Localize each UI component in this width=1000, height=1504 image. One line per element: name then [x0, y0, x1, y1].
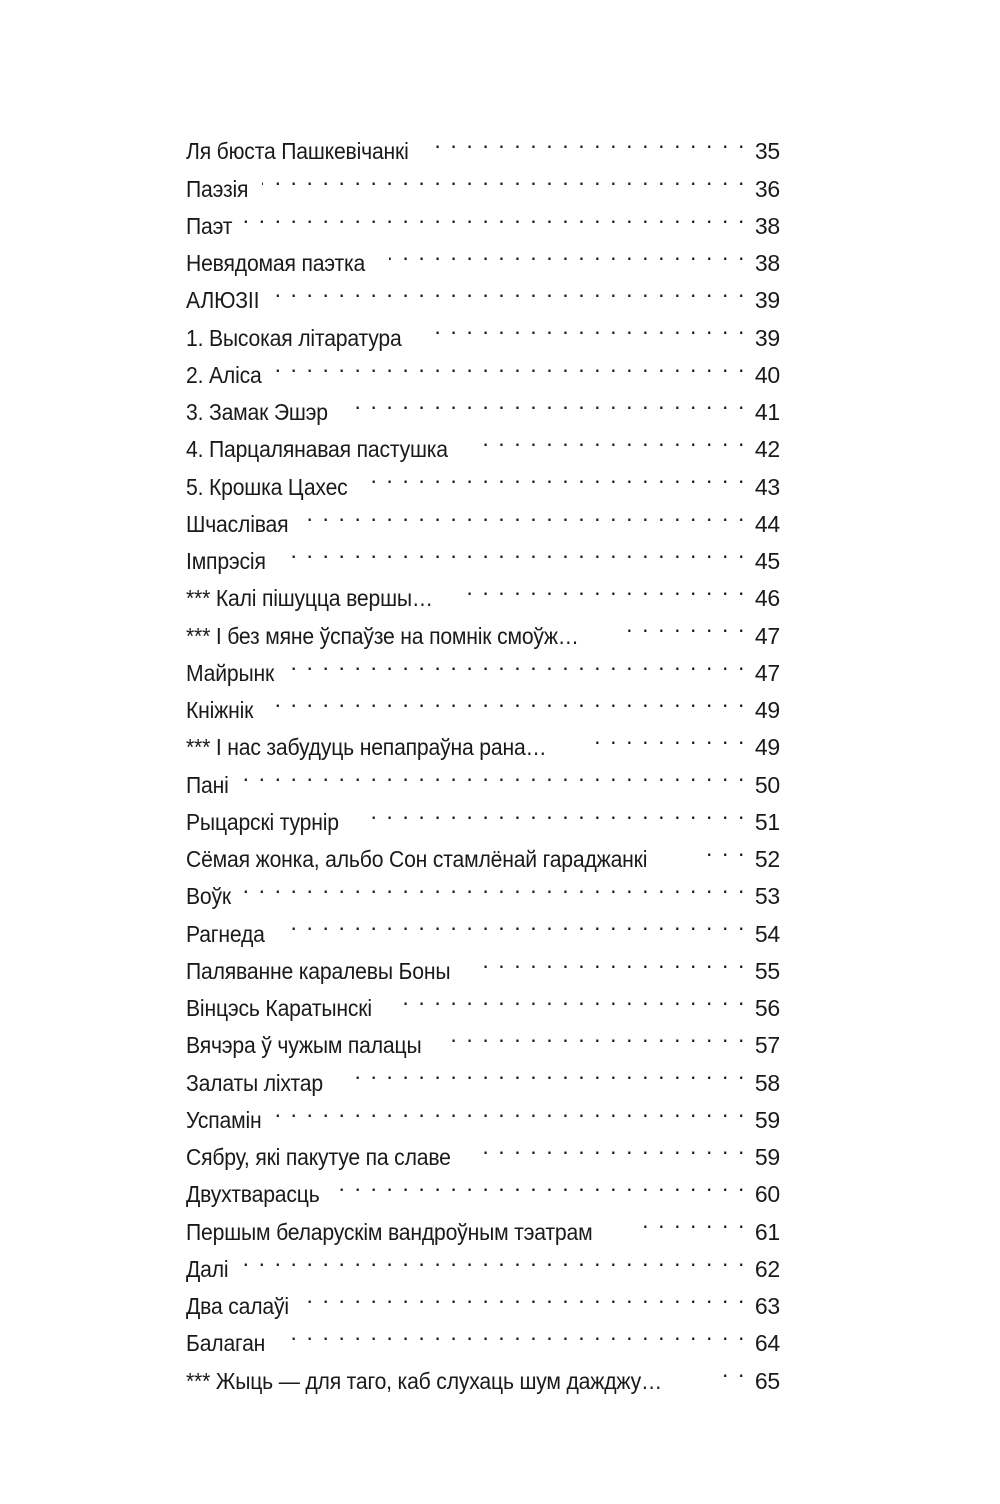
toc-entry — [186, 1128, 780, 1170]
dot-leader — [274, 271, 746, 308]
toc-entry-page-number: 54 — [754, 920, 780, 947]
toc-entry — [186, 1351, 780, 1394]
toc-entry-page-number: 64 — [754, 1330, 780, 1357]
toc-entry-page-number: 59 — [754, 1106, 780, 1133]
toc-entry — [186, 681, 780, 723]
toc-entry-page-number: 62 — [754, 1255, 780, 1282]
toc-entry — [186, 755, 780, 798]
toc-entry — [186, 718, 780, 761]
dot-leader — [436, 122, 746, 159]
toc-entry-title: Паэзія — [186, 175, 249, 202]
dot-leader — [621, 606, 746, 643]
toc-entry-page-number: 45 — [754, 548, 780, 574]
toc-entry-title: 1. Высокая літаратура — [186, 324, 402, 351]
dot-leader — [636, 1202, 746, 1239]
table-of-contents — [186, 122, 780, 1394]
toc-entry-page-number: 47 — [754, 622, 780, 649]
dot-leader — [482, 1128, 746, 1165]
toc-entry — [186, 904, 780, 947]
toc-entry-title: АЛЮЗІІ — [186, 287, 260, 314]
toc-entry-title: Паэт — [186, 212, 233, 239]
toc-entry-title: Сёмая жонка, альбо Сон стамлёнай гараджанкі — [186, 846, 648, 872]
toc-entry-title: Пані — [186, 771, 229, 798]
toc-entry — [186, 383, 780, 425]
toc-entry-title: Вячэра ў чужым палацы — [186, 1032, 422, 1059]
toc-entry — [186, 1240, 780, 1282]
toc-entry-title: Далі — [186, 1255, 229, 1282]
toc-entry-title: Паляванне каралевы Боны — [186, 957, 451, 984]
toc-entry-page-number: 38 — [754, 212, 780, 239]
dot-leader — [586, 718, 746, 755]
dot-leader — [281, 532, 746, 569]
toc-entry — [186, 197, 780, 239]
dot-leader — [262, 159, 746, 196]
toc-entry-page-number: 39 — [754, 324, 780, 351]
toc-entry-title: Першым беларускім вандроўным тэатрам — [186, 1218, 593, 1245]
toc-entry-page-number: 63 — [754, 1293, 780, 1319]
toc-entry-title: Воўк — [186, 883, 231, 910]
dot-leader — [276, 346, 746, 383]
toc-entry-page-number: 35 — [754, 138, 780, 165]
toc-entry-page-number: 41 — [754, 399, 780, 425]
dot-leader — [267, 681, 746, 718]
toc-entry-title: Сябру, які пакутуе па славе — [186, 1144, 451, 1170]
toc-entry-page-number: 52 — [754, 846, 780, 872]
toc-entry-page-number: 65 — [754, 1367, 780, 1394]
toc-entry — [186, 569, 780, 612]
dot-leader — [695, 830, 746, 867]
toc-entry-page-number: 47 — [754, 659, 780, 686]
toc-entry-page-number: 51 — [754, 808, 780, 835]
toc-entry-page-number: 55 — [754, 957, 780, 984]
dot-leader — [396, 979, 746, 1016]
toc-entry — [186, 122, 780, 165]
dot-leader — [280, 1314, 746, 1351]
dot-leader — [450, 1016, 746, 1053]
dot-leader — [240, 1240, 746, 1277]
toc-entry — [186, 1091, 780, 1133]
toc-entry-title: 3. Замак Эшэр — [186, 399, 328, 425]
dot-leader — [280, 904, 746, 941]
toc-entry-title: 5. Крошка Цахес — [186, 473, 348, 500]
toc-entry-page-number: 38 — [754, 250, 780, 276]
toc-entry-title: *** Калі пішуцца вершы… — [186, 585, 433, 612]
toc-entry-page-number: 59 — [754, 1144, 780, 1170]
dot-leader — [348, 383, 746, 420]
toc-entry-page-number: 43 — [754, 473, 780, 500]
dot-leader — [339, 1165, 746, 1202]
dot-leader — [481, 942, 746, 979]
toc-entry-title: Невядомая паэтка — [186, 250, 366, 276]
dot-leader — [389, 234, 746, 271]
toc-entry-page-number: 61 — [754, 1218, 780, 1245]
toc-entry-title: *** І без мяне ўспаўзе на помнік смоўж… — [186, 622, 579, 649]
toc-entry-page-number: 50 — [754, 771, 780, 798]
toc-entry — [186, 308, 780, 351]
toc-entry-title: Два салаўі — [186, 1293, 289, 1319]
toc-entry-title: Рагнеда — [186, 920, 265, 947]
toc-entry-title: *** І нас забудуць непапраўна рана… — [186, 734, 547, 761]
toc-entry — [186, 793, 780, 835]
toc-entry-title: Балаган — [186, 1330, 266, 1357]
toc-entry-title: Вінцэсь Каратынскі — [186, 995, 372, 1021]
toc-entry-title: Імпрэсія — [186, 548, 266, 574]
dot-leader — [240, 755, 746, 792]
toc-entry-page-number: 39 — [754, 287, 780, 314]
toc-entry — [186, 271, 780, 314]
toc-entry-page-number: 42 — [754, 436, 780, 463]
toc-entry-page-number: 46 — [754, 585, 780, 612]
dot-leader — [711, 1351, 746, 1388]
dot-leader — [370, 457, 746, 494]
toc-entry-title: 4. Парцалянавая пастушка — [186, 436, 448, 463]
dot-leader — [276, 1091, 746, 1128]
toc-entry-title: *** Жыць — для таго, каб слухаць шум дажджу… — [186, 1367, 662, 1394]
dot-leader — [305, 495, 746, 532]
toc-entry-title: Шчаслівая — [186, 510, 289, 537]
toc-entry-title: Двухтварасць — [186, 1181, 320, 1208]
dot-leader — [243, 867, 746, 904]
toc-entry-page-number: 60 — [754, 1181, 780, 1208]
toc-entry — [186, 942, 780, 984]
dot-leader — [462, 569, 746, 606]
dot-leader — [479, 420, 746, 457]
toc-entry-title: Майрынк — [186, 659, 275, 686]
dot-leader — [290, 644, 746, 681]
toc-entry-page-number: 56 — [754, 995, 780, 1021]
toc-entry-page-number: 40 — [754, 361, 780, 388]
toc-entry-page-number: 53 — [754, 883, 780, 910]
dot-leader — [360, 793, 746, 830]
toc-entry-title: 2. Аліса — [186, 361, 262, 388]
toc-entry-page-number: 49 — [754, 697, 780, 723]
toc-entry-page-number: 44 — [754, 510, 780, 537]
toc-entry-title: Ля бюста Пашкевічанкі — [186, 138, 409, 165]
dot-leader — [343, 1053, 746, 1090]
dot-leader — [428, 308, 746, 345]
dot-leader — [306, 1277, 746, 1314]
toc-entry-title: Залаты ліхтар — [186, 1069, 323, 1096]
toc-entry-page-number: 36 — [754, 175, 780, 202]
toc-entry-title: Рыцарскі турнір — [186, 808, 339, 835]
toc-entry — [186, 159, 780, 202]
toc-entry-title: Кніжнік — [186, 697, 254, 723]
toc-entry-page-number: 58 — [754, 1069, 780, 1096]
toc-entry — [186, 867, 780, 910]
toc-entry — [186, 1277, 780, 1319]
dot-leader — [244, 197, 746, 234]
toc-entry-title: Успамін — [186, 1106, 262, 1133]
toc-entry-page-number: 49 — [754, 734, 780, 761]
toc-entry — [186, 234, 780, 276]
toc-entry-page-number: 57 — [754, 1032, 780, 1059]
